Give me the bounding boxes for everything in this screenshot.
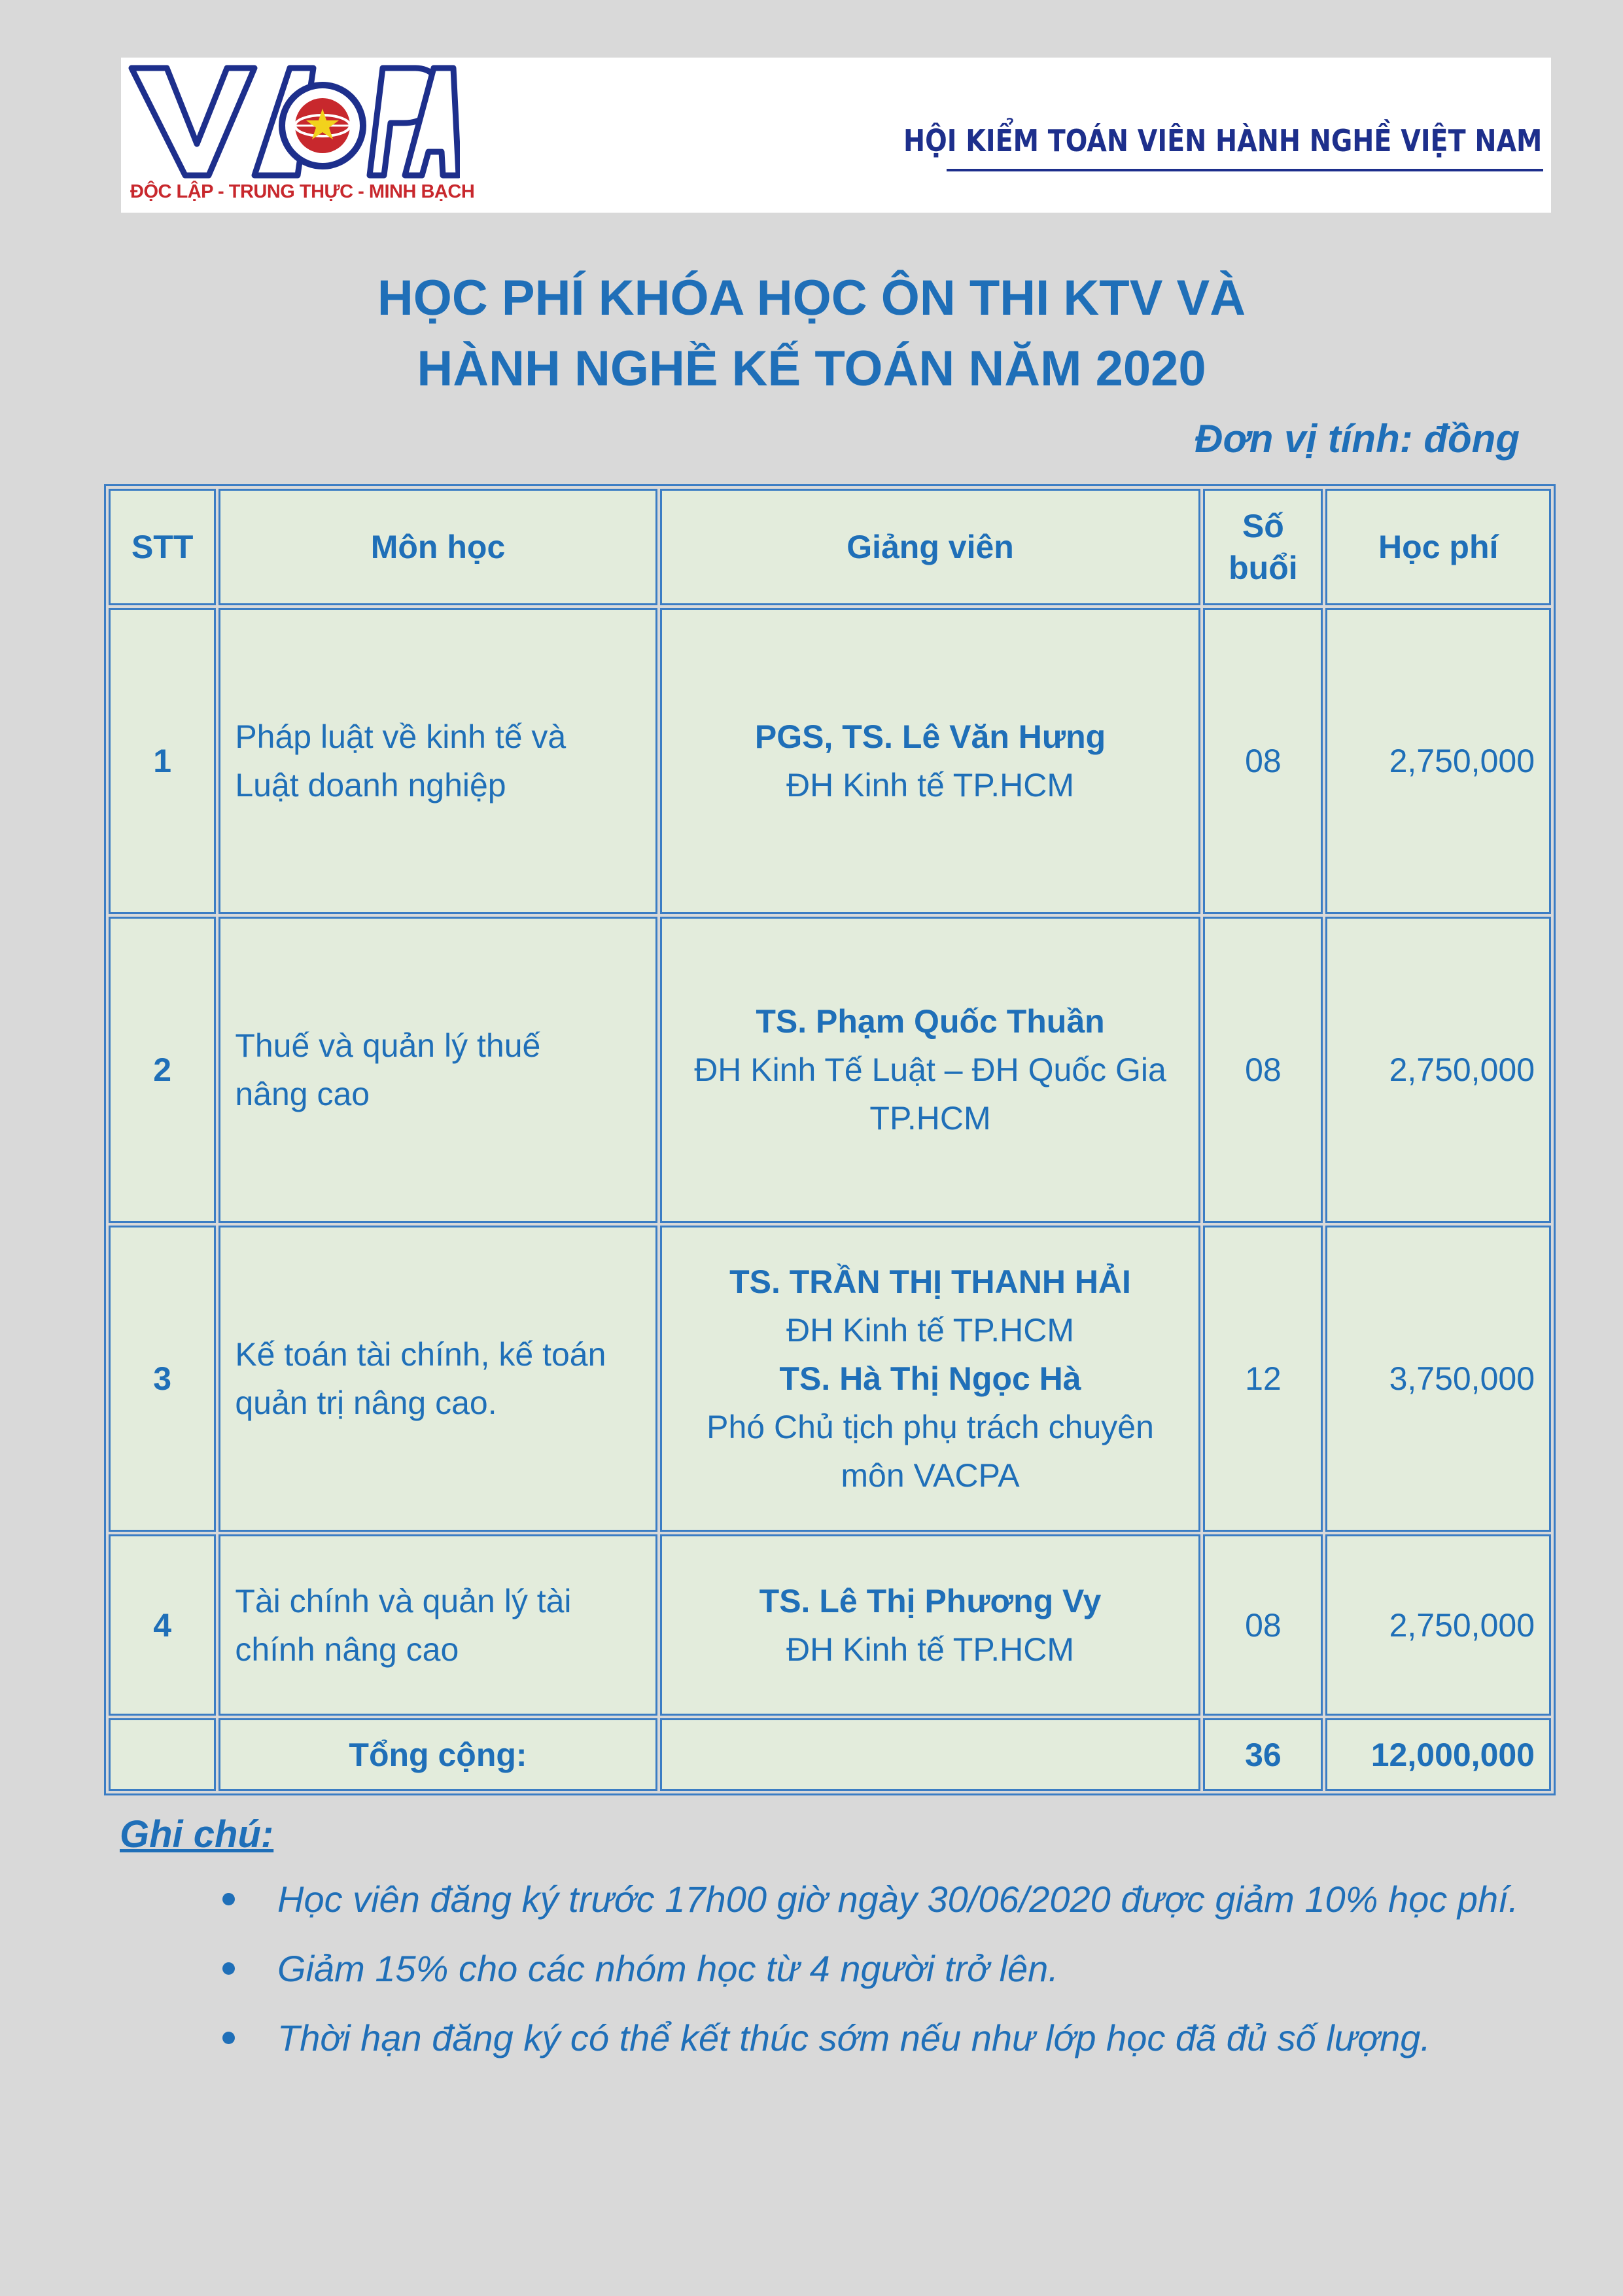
logo-slogan: ĐỘC LẬP - TRUNG THỰC - MINH BẠCH <box>130 181 475 202</box>
cell-giang-vien <box>660 1534 1201 1716</box>
cell-mon-hoc <box>218 917 657 1223</box>
cell-so-buoi: 08 <box>1203 917 1323 1223</box>
mon-hoc-line: Tài chính và quản lý tài <box>235 1582 572 1619</box>
mon-hoc-line: Pháp luật về kinh tế và <box>235 718 567 755</box>
table-row <box>109 608 1551 914</box>
header-so-buoi-line-1: Số <box>1242 508 1284 544</box>
cell-hoc-phi: 2,750,000 <box>1325 608 1551 914</box>
notes-list <box>222 1865 1524 2073</box>
mon-hoc-line: Thuế và quản lý thuế <box>235 1027 541 1064</box>
note-item <box>222 2004 1524 2073</box>
lecturer-org: ĐH Kinh Tế Luật – ĐH Quốc Gia <box>694 1051 1166 1088</box>
note-text: Thời hạn đăng ký có thể kết thúc sớm nếu như lớp học đã đủ số lượng. <box>277 2017 1431 2058</box>
total-empty-cell <box>660 1718 1201 1791</box>
cell-giang-vien <box>660 917 1201 1223</box>
cell-so-buoi: 12 <box>1203 1226 1323 1532</box>
lecturer-name: TS. Hà Thị Ngọc Hà <box>779 1360 1081 1397</box>
note-item <box>222 1934 1524 2004</box>
cell-so-buoi: 08 <box>1203 1534 1323 1716</box>
lecturer-org: ĐH Kinh tế TP.HCM <box>786 767 1074 804</box>
header-banner <box>121 58 1551 213</box>
lecturer-name: PGS, TS. Lê Văn Hưng <box>754 718 1106 755</box>
mon-hoc-line: quản trị nâng cao. <box>235 1385 497 1421</box>
organization-name: HỘI KIỂM TOÁN VIÊN HÀNH NGHỀ VIỆT NAM <box>903 123 1542 158</box>
lecturer-name: TS. Phạm Quốc Thuần <box>756 1003 1105 1040</box>
title-line-1: HỌC PHÍ KHÓA HỌC ÔN THI KTV VÀ <box>377 270 1246 326</box>
lecturer-org: TP.HCM <box>869 1100 991 1137</box>
lecturer-org: ĐH Kinh tế TP.HCM <box>786 1312 1074 1349</box>
cell-stt: 2 <box>109 917 216 1223</box>
cell-giang-vien <box>660 608 1201 914</box>
lecturer-name: TS. Lê Thị Phương Vy <box>759 1582 1102 1619</box>
header-hoc-phi: Học phí <box>1325 489 1551 605</box>
mon-hoc-line: Luật doanh nghiệp <box>235 767 506 804</box>
table-row <box>109 917 1551 1223</box>
title-line-2: HÀNH NGHỀ KẾ TOÁN NĂM 2020 <box>417 341 1206 397</box>
table-row <box>109 1534 1551 1716</box>
notes-title: Ghi chú: <box>120 1813 274 1856</box>
total-row <box>109 1718 1551 1791</box>
table-row <box>109 1226 1551 1532</box>
mon-hoc-line: nâng cao <box>235 1076 370 1112</box>
cell-stt: 3 <box>109 1226 216 1532</box>
lecturer-org: môn VACPA <box>841 1457 1020 1494</box>
vacpa-logo-mark <box>126 60 460 181</box>
fee-table <box>104 484 1556 1795</box>
cell-hoc-phi: 2,750,000 <box>1325 1534 1551 1716</box>
total-so-buoi: 36 <box>1203 1718 1323 1791</box>
cell-hoc-phi: 2,750,000 <box>1325 917 1551 1223</box>
organization-underline <box>947 169 1543 171</box>
header-so-buoi <box>1203 489 1323 605</box>
header-mon-hoc: Môn học <box>218 489 657 605</box>
lecturer-name: TS. TRẦN THỊ THANH HẢI <box>729 1263 1131 1300</box>
bullet-icon <box>222 1962 235 1975</box>
total-label: Tổng cộng: <box>218 1718 657 1791</box>
cell-mon-hoc <box>218 1226 657 1532</box>
cell-giang-vien <box>660 1226 1201 1532</box>
lecturer-org: Phó Chủ tịch phụ trách chuyên <box>707 1409 1154 1445</box>
bullet-icon <box>222 2032 235 2044</box>
total-stt-cell <box>109 1718 216 1791</box>
unit-label: Đơn vị tính: đồng <box>1195 417 1520 461</box>
mon-hoc-line: chính nâng cao <box>235 1631 459 1668</box>
header-stt: STT <box>109 489 216 605</box>
cell-mon-hoc <box>218 1534 657 1716</box>
vacpa-logo <box>126 60 475 211</box>
bullet-icon <box>222 1893 235 1905</box>
cell-mon-hoc <box>218 608 657 914</box>
note-text: Học viên đăng ký trước 17h00 giờ ngày 30/06/2020 được giảm 10% học phí. <box>277 1879 1519 1920</box>
page-title <box>0 263 1623 404</box>
total-hoc-phi: 12,000,000 <box>1325 1718 1551 1791</box>
note-text: Giảm 15% cho các nhóm học từ 4 người trở lên. <box>277 1948 1058 1989</box>
header-giang-vien: Giảng viên <box>660 489 1201 605</box>
mon-hoc-line: Kế toán tài chính, kế toán <box>235 1336 606 1373</box>
cell-so-buoi: 08 <box>1203 608 1323 914</box>
lecturer-org: ĐH Kinh tế TP.HCM <box>786 1631 1074 1668</box>
cell-stt: 4 <box>109 1534 216 1716</box>
table-header-row <box>109 489 1551 605</box>
header-so-buoi-line-2: buổi <box>1229 550 1298 586</box>
cell-stt: 1 <box>109 608 216 914</box>
note-item <box>222 1865 1524 1934</box>
cell-hoc-phi: 3,750,000 <box>1325 1226 1551 1532</box>
